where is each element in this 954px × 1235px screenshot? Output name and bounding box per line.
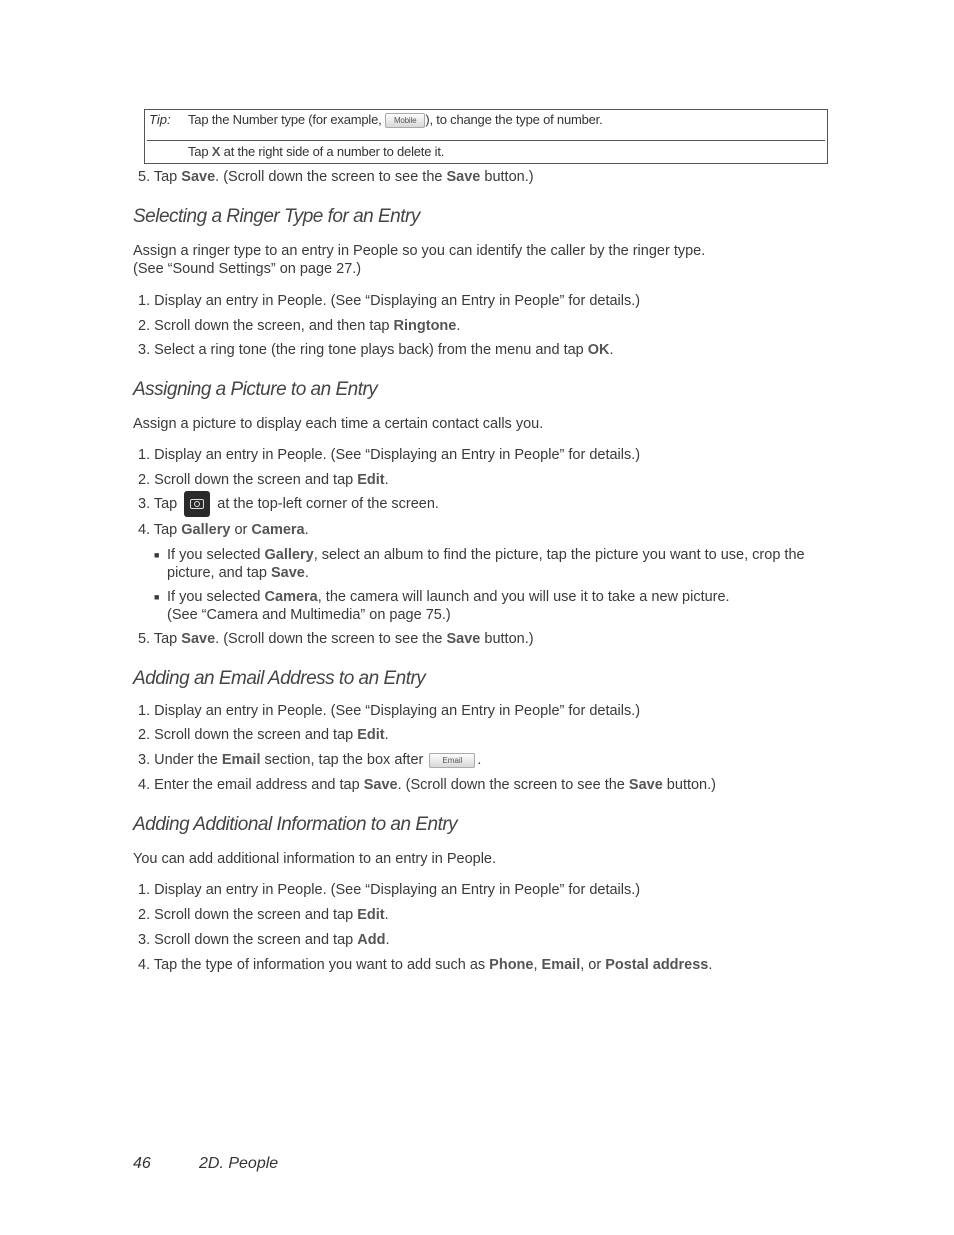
tip-label: Tip: xyxy=(149,112,171,127)
ok-label: OK xyxy=(587,342,610,358)
edit-label: Edit xyxy=(357,727,385,743)
step-text: 2. Scroll down the screen, and then tap xyxy=(138,318,394,334)
step-text: 3. Select a ring tone (the ring tone plays back) from the menu and tap xyxy=(138,342,588,358)
step-text: button.) xyxy=(662,777,716,793)
step-text: . xyxy=(384,907,389,923)
tip-box xyxy=(144,109,828,164)
section-heading-picture: Assigning a Picture to an Entry xyxy=(133,379,378,400)
step-text: , the camera will launch and you will use it to take a new picture. xyxy=(317,589,730,605)
email-label: Email xyxy=(541,957,581,973)
gallery-label: Gallery xyxy=(264,547,314,563)
step-text: . xyxy=(304,565,309,581)
tip-text: Tap the Number type (for example, xyxy=(188,112,385,127)
step-text: 2. Scroll down the screen and tap xyxy=(138,907,358,923)
step-text: If you selected xyxy=(167,547,265,563)
camera-icon xyxy=(184,491,210,517)
email-step-4 xyxy=(138,776,716,794)
postal-address-label: Postal address xyxy=(605,957,709,973)
additional-step-2 xyxy=(138,906,389,924)
ringer-step-3 xyxy=(138,341,614,359)
additional-step-4 xyxy=(138,956,712,974)
mobile-number-type-chip: Mobile xyxy=(385,113,425,128)
step-text: . xyxy=(609,342,614,358)
tip-text: Tap xyxy=(188,144,212,159)
picture-step-3 xyxy=(138,491,439,517)
save-label: Save xyxy=(181,631,216,647)
ringer-step-2 xyxy=(138,317,460,335)
section-heading-email: Adding an Email Address to an Entry xyxy=(133,668,426,689)
step-text: button.) xyxy=(480,631,534,647)
ringer-step-1: 1. Display an entry in People. (See “Displaying an Entry in People” for details.) xyxy=(138,293,641,309)
add-label: Add xyxy=(357,932,386,948)
step-text: , select an album to find the picture, tap the picture you want to use, crop the picture, and tap xyxy=(167,547,805,581)
step-text: 2. Scroll down the screen and tap xyxy=(138,472,358,488)
picture-step-1: 1. Display an entry in People. (See “Displaying an Entry in People” for details.) xyxy=(138,447,641,463)
sub-bullet-text xyxy=(167,588,827,624)
save-label: Save xyxy=(628,777,663,793)
save-label: Save xyxy=(363,777,398,793)
step-text: . xyxy=(708,957,713,973)
step-text: Tap xyxy=(150,169,182,185)
additional-intro: You can add additional information to an entry in People. xyxy=(133,851,497,867)
step-text: Tap xyxy=(150,631,182,647)
save-label: Save xyxy=(181,169,216,185)
section-heading-additional: Adding Additional Information to an Entry xyxy=(133,814,458,835)
step-text: . xyxy=(456,318,461,334)
additional-step-1: 1. Display an entry in People. (See “Displaying an Entry in People” for details.) xyxy=(138,882,641,898)
footer-section-title: 2D. People xyxy=(199,1155,279,1172)
email-step-3 xyxy=(138,751,481,769)
ringer-intro-line1: Assign a ringer type to an entry in People so you can identify the caller by the ringer type. xyxy=(133,243,706,259)
picture-step-5 xyxy=(138,630,534,648)
step-text: 3. Tap xyxy=(138,496,182,512)
save-label: Save xyxy=(271,565,305,581)
step-text: . xyxy=(384,727,389,743)
step-number: 5. xyxy=(138,169,151,185)
step-text: . xyxy=(304,522,309,538)
ringer-intro-line2: (See “Sound Settings” on page 27.) xyxy=(133,261,362,277)
sub-bullet-camera xyxy=(154,588,834,624)
step-text: . xyxy=(384,472,389,488)
camera-label: Camera xyxy=(251,522,305,538)
step-text: . (Scroll down the screen to see the xyxy=(215,631,447,647)
tip-line-number-type xyxy=(188,112,603,128)
step-text: (See “Camera and Multimedia” on page 75.) xyxy=(167,607,451,623)
ringtone-label: Ringtone xyxy=(393,318,457,334)
step-text: If you selected xyxy=(167,589,265,605)
edit-label: Edit xyxy=(357,907,385,923)
step-text: 4. Tap the type of information you want to add such as xyxy=(138,957,490,973)
section-heading-ringer: Selecting a Ringer Type for an Entry xyxy=(133,206,420,227)
save-label: Save xyxy=(446,631,481,647)
bullet-icon: ■ xyxy=(154,550,160,560)
step-save xyxy=(138,168,534,186)
step-text: 4. Enter the email address and tap xyxy=(138,777,364,793)
edit-label: Edit xyxy=(357,472,385,488)
phone-label: Phone xyxy=(489,957,534,973)
additional-step-3 xyxy=(138,931,389,949)
step-text: , or xyxy=(580,957,606,973)
email-type-chip: Email xyxy=(429,753,475,768)
step-text: at the top-left corner of the screen. xyxy=(213,496,439,512)
step-text: 2. Scroll down the screen and tap xyxy=(138,727,358,743)
gallery-label: Gallery xyxy=(181,522,231,538)
save-label: Save xyxy=(446,169,481,185)
picture-step-4 xyxy=(138,521,309,539)
step-text: section, tap the box after xyxy=(260,752,428,768)
step-text: 3. Scroll down the screen and tap xyxy=(138,932,358,948)
sub-bullet-gallery xyxy=(154,546,834,582)
page-number: 46 xyxy=(133,1155,151,1172)
picture-step-2 xyxy=(138,471,389,489)
email-step-1: 1. Display an entry in People. (See “Displaying an Entry in People” for details.) xyxy=(138,703,641,719)
email-label: Email xyxy=(221,752,261,768)
picture-intro: Assign a picture to display each time a certain contact calls you. xyxy=(133,416,544,432)
email-step-2 xyxy=(138,726,389,744)
step-text: . (Scroll down the screen to see the xyxy=(215,169,447,185)
step-text: . xyxy=(385,932,390,948)
tip-text: ), to change the type of number. xyxy=(425,112,603,127)
step-text: , xyxy=(533,957,542,973)
step-text: . (Scroll down the screen to see the xyxy=(397,777,629,793)
step-text: . xyxy=(477,752,482,768)
step-text: button.) xyxy=(480,169,534,185)
x-label: X xyxy=(211,144,221,159)
tip-text: at the right side of a number to delete it. xyxy=(220,144,445,159)
tip-divider xyxy=(147,140,825,141)
step-text: or xyxy=(230,522,252,538)
step-text: 3. Under the xyxy=(138,752,222,768)
tip-line-delete xyxy=(188,144,444,159)
camera-label: Camera xyxy=(264,589,318,605)
sub-bullet-text xyxy=(167,546,827,582)
step-text: 4. Tap xyxy=(138,522,182,538)
bullet-icon: ■ xyxy=(154,592,160,602)
step-number: 5. xyxy=(138,631,151,647)
